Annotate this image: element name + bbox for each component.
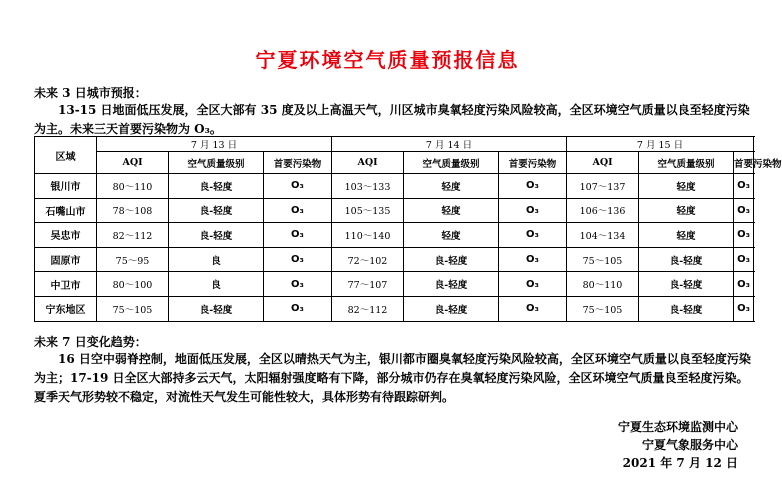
table-row [35, 223, 754, 248]
level-cell: 良-轻度 [404, 247, 499, 272]
level-header: 空气质量级别 [639, 152, 734, 174]
table-row [35, 272, 754, 297]
pollutant-header: 首要污染物 [734, 152, 754, 174]
level-cell: 轻度 [639, 223, 734, 248]
pollutant-cell: O₃ [499, 223, 567, 248]
date-header: 7 月 13 日 [97, 137, 332, 152]
trend-7day-heading: 未来 7 日变化趋势： [34, 335, 147, 349]
aqi-cell: 104～134 [567, 223, 639, 248]
date-header: 7 月 15 日 [567, 137, 754, 152]
region-cell: 吴忠市 [35, 223, 97, 248]
aqi-cell: 82～112 [332, 296, 404, 321]
aqi-cell: 110～140 [332, 223, 404, 248]
aqi-cell: 103～133 [332, 174, 404, 199]
trend-7day-text: 16 日空中弱脊控制，地面低压发展，全区以晴热天气为主，银川都市圈臭氧轻度污染风险较高，全区环境空气质量以良至轻度污染为主；17-19 日全区大部持多云天气，太阳辐射强度略有下降，部分城市仍存在臭氧轻度污染风险，全区环境空气质量良至轻度污染。夏季天气形势较不稳定，对流性天气发生可能性较大，具体形势有待跟踪研判。 [34, 352, 751, 404]
aqi-cell: 75～105 [567, 247, 639, 272]
pollutant-cell: O₃ [264, 272, 332, 297]
region-cell: 石嘴山市 [35, 198, 97, 223]
forecast-table [34, 136, 782, 322]
region-cell: 中卫市 [35, 272, 97, 297]
level-cell: 良 [169, 247, 264, 272]
region-cell: 宁东地区 [35, 296, 97, 321]
level-cell: 轻度 [639, 174, 734, 199]
table-row [35, 198, 754, 223]
pollutant-cell: O₃ [264, 174, 332, 199]
pollutant-cell: O₃ [264, 223, 332, 248]
aqi-cell: 75～95 [97, 247, 169, 272]
pollutant-cell: O₃ [734, 198, 754, 223]
aqi-cell: 75～105 [97, 296, 169, 321]
pollutant-cell: O₃ [734, 247, 754, 272]
aqi-cell: 80～100 [97, 272, 169, 297]
forecast-3day-text: 13-15 日地面低压发展，全区大部有 35 度及以上高温天气，川区城市臭氧轻度污染风险较高，全区环境空气质量以良至轻度污染为主。未来三天首要污染物为 O₃。 [34, 103, 750, 136]
level-header: 空气质量级别 [404, 152, 499, 174]
pollutant-cell: O₃ [734, 174, 754, 199]
pollutant-cell: O₃ [499, 247, 567, 272]
level-header: 空气质量级别 [169, 152, 264, 174]
pollutant-cell: O₃ [734, 272, 754, 297]
signature-org1: 宁夏生态环境监测中心 [617, 420, 738, 434]
aqi-cell: 72～102 [332, 247, 404, 272]
pollutant-cell: O₃ [264, 198, 332, 223]
pollutant-cell: O₃ [264, 296, 332, 321]
page-title: 宁夏环境空气质量预报信息 [255, 48, 520, 72]
aqi-cell: 107～137 [567, 174, 639, 199]
level-cell: 良-轻度 [169, 198, 264, 223]
signature-org2: 宁夏气象服务中心 [641, 438, 738, 452]
forecast-3day-heading: 未来 3 日城市预报： [34, 86, 147, 100]
pollutant-cell: O₃ [264, 247, 332, 272]
pollutant-header: 首要污染物 [264, 152, 332, 174]
level-cell: 轻度 [404, 223, 499, 248]
aqi-cell: 82～112 [97, 223, 169, 248]
pollutant-cell: O₃ [499, 198, 567, 223]
aqi-cell: 106～136 [567, 198, 639, 223]
region-cell: 银川市 [35, 174, 97, 199]
table-row [35, 296, 754, 321]
pollutant-cell: O₃ [734, 296, 754, 321]
aqi-cell: 80～110 [97, 174, 169, 199]
aqi-header: AQI [97, 152, 169, 174]
pollutant-cell: O₃ [734, 223, 754, 248]
level-cell: 轻度 [639, 198, 734, 223]
aqi-cell: 75～105 [567, 296, 639, 321]
level-cell: 良-轻度 [639, 272, 734, 297]
aqi-header: AQI [332, 152, 404, 174]
signature-date: 2021 年 7 月 12 日 [622, 456, 738, 470]
level-cell: 良-轻度 [404, 296, 499, 321]
level-cell: 良-轻度 [169, 223, 264, 248]
aqi-header: AQI [567, 152, 639, 174]
aqi-cell: 78～108 [97, 198, 169, 223]
pollutant-cell: O₃ [499, 272, 567, 297]
level-cell: 轻度 [404, 198, 499, 223]
level-cell: 良-轻度 [639, 247, 734, 272]
aqi-cell: 80～110 [567, 272, 639, 297]
region-cell: 固原市 [35, 247, 97, 272]
aqi-cell: 77～107 [332, 272, 404, 297]
pollutant-header: 首要污染物 [499, 152, 567, 174]
pollutant-cell: O₃ [499, 174, 567, 199]
aqi-cell: 105～135 [332, 198, 404, 223]
level-cell: 良-轻度 [169, 296, 264, 321]
level-cell: 良-轻度 [404, 272, 499, 297]
date-header: 7 月 14 日 [332, 137, 567, 152]
level-cell: 良 [169, 272, 264, 297]
region-header: 区域 [35, 137, 97, 174]
level-cell: 良-轻度 [169, 174, 264, 199]
level-cell: 轻度 [404, 174, 499, 199]
pollutant-cell: O₃ [499, 296, 567, 321]
level-cell: 良-轻度 [639, 296, 734, 321]
table-row [35, 247, 754, 272]
table-row [35, 174, 754, 199]
